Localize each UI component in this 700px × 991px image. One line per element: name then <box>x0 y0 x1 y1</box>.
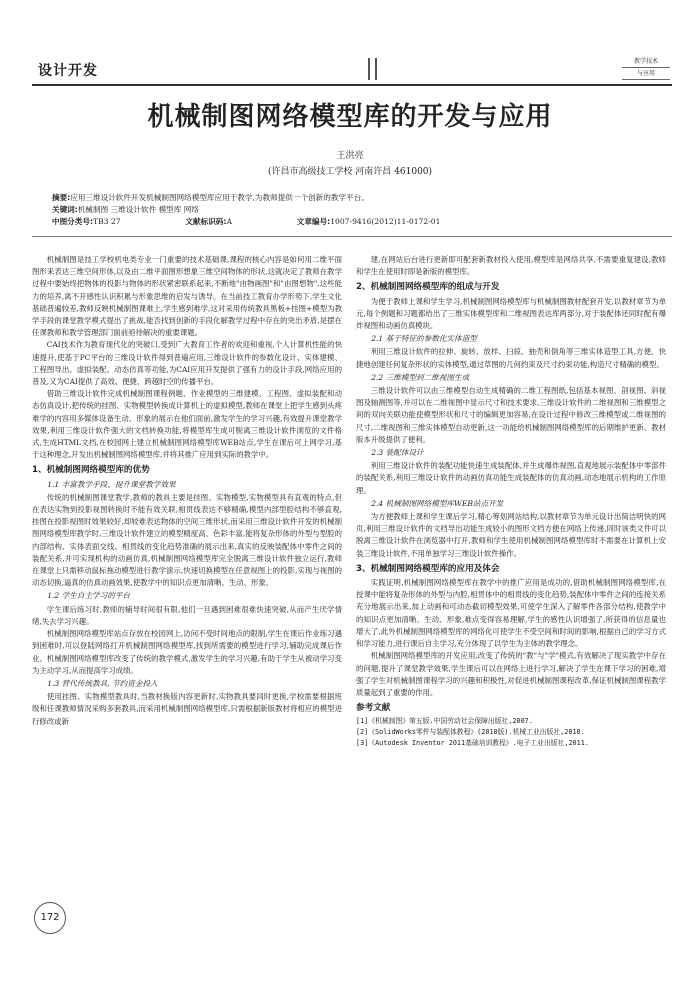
subsection-heading: 1.1 丰富教学手段、提升课堂教学效果 <box>47 479 176 489</box>
article-affiliation: (许昌市高级技工学校 河南许昌 461000) <box>267 167 433 177</box>
paragraph: 利用三维设计软件的装配功能快速生成装配体,并生成爆炸视图,直观地展示装配体中零部件的装配关系,利用三维设计软件的动画仿真功能生成装配体的仿真动画,动态地展示机构的工作原理。 <box>356 461 666 495</box>
doc-code-value: A <box>226 217 232 226</box>
clc-label: 中图分类号: <box>52 217 94 226</box>
abstract-label: 摘要: <box>52 193 71 202</box>
section-heading: 3、机械制图网络模型库的应用及体会 <box>356 563 500 574</box>
clc-value: TB3 27 <box>93 217 121 226</box>
paragraph: 为便于教师上课和学生学习,机械制图网络模型库与机械制图教材配套开发,以教材章节为单元,每个例题和习题都给出了三维实体模型库和二维视图表达库两部分,对于装配体还同时配有爆炸视图和动画仿真模块。 <box>356 296 666 331</box>
article-title: 机械制图网络模型库的开发与应用 <box>147 102 553 132</box>
article-author: 王洪亮 <box>336 151 364 161</box>
keywords-label: 关键词: <box>52 205 78 214</box>
paragraph: 传统的机械制图课堂教学,教师的教具主要是挂图、实物模型,实物模型具有直观的特点,但在表达实物到投影视图转换时不能有效关联,相贯线表达不够精确,模型内部型腔结构不够直观,挂图在投影视图时效果较好,却较难表达物体的空间三维形状,而采用三维设计软件开发的机械制图网络模型库教学时,三维设计软件建立的模型精度高、色彩丰富,能将复杂形体的外型与型腔的内部结构、实体表面交线、相贯线的变化趋势准确的展示出来,真实的反映装配体中零件之间的装配关系,并可实现机构的动画仿真,机械制图网络模型库完全脱离三维设计软件独立运行,教师在课堂上只需移动鼠标拖动模型进行教学演示,快速切换模型在任意视图上的投影,实现与视图的动态切换,逼真的仿真动画效果,使教学中的知识点更加清晰、生动、形象。 <box>32 492 342 588</box>
header-divider-bars <box>368 58 382 84</box>
article-no-label: 文章编号: <box>296 217 331 226</box>
page-number: 172 <box>34 902 66 934</box>
badge-line-2: 与应用 <box>622 68 670 80</box>
keywords <box>52 204 652 216</box>
meta-divider <box>32 236 672 237</box>
keywords-text: 机械制图 三维设计软件 模型库 网络 <box>77 205 199 214</box>
paragraph: 使用挂图、实物模型教具时,当教材换版内容更新时,实物教具要同时更换,学校需要根据班级和任课教师情况采购多套教具,而采用机械制图网络模型库,只需根据新版教材将相应的模型进行修改或新 <box>32 692 342 726</box>
subsection-heading: 2.4 机械制图网络模型库WEB站点开发 <box>371 498 504 508</box>
paragraph: 实践证明,机械制图网络模型库在教学中的推广应用是成功的,借助机械制图网络模型库,在授课中能将复杂形体的外型与内腔,相贯体中的相贯线的变化趋势,装配体中零件之间的连接关系充分地展示出来,加上动画和可动态截切模型效果,可使学生深入了解零件各部分结构,使教学中的知识点更加清晰、生动、形象,难点变得容易理解,学生的感性认识增强了,所获得的信息量也增大了,此外机械制图网络模型库的网络化可使学生不受空间和时间的影响,根据自己的学习方式和学习能力,进行课后自主学习,充分体现了以学生为主体的教学理念。 <box>356 578 666 649</box>
badge-line-1: 教学技术 <box>622 56 670 68</box>
right-column <box>356 254 666 749</box>
subsection-heading: 2.2 三维模型到二维视图生成 <box>371 372 470 382</box>
abstract <box>52 192 652 204</box>
column-badge <box>622 56 670 82</box>
paragraph: 为方便教师上课和学生课后学习,精心筹划网站结构,以教材章节为单元设计出简洁明快的网页,利用三维设计软件的文档导出功能生成较小的图形文档方便在网络上传递,同时该类文件可以脱离三维设计软件在浏览器中打开,教师和学生使用机械制图网络模型库时不需要在计算机上安装三维设计软件,不用单独学习三维设计软件操作。 <box>356 512 666 558</box>
paragraph: 利用三维设计软件的拉伸、旋转、放样、扫掠、抽壳和倒角等三维实体造型工具,方便、快捷地创建任何复杂形状的实体模型,通过草图的几何约束及尺寸约束功能,构造尺寸精确的模型。 <box>356 347 666 369</box>
paragraph: CAI技术作为教育现代化的突破口,受到广大教育工作者的欢迎和重视,个人计算机性能的快速提升,使基于PC平台的三维设计软件得到普遍应用,三维设计软件的参数化设计、实体建模、工程图导出、虚拟装配、动态仿真等功能,为CAI应用开发提供了强有力的设计手段,网络应用的普及,又为CAI提供了高效、便捷、跨越时空的传播平台。 <box>32 340 342 387</box>
classification-line <box>52 216 652 228</box>
subsection-heading: 1.2 学生自主学习的平台 <box>47 591 131 601</box>
paragraph: 借助三维设计软件完成机械制图课程例题、作业模型的三维建模、工程图、虚拟装配和动态仿真设计,把传统的挂图、实物模型转换成计算机上的虚拟模型,教师在课堂上把学生感到头疼难学的内容用多媒体设备生动、形象的展示在他们面前,激发学生的学习兴趣,有效提升课堂教学效果,利用三维设计软件强大的文档转换功能,将模型库生成可脱离三维设计软件浏览的文件格式,生成HTML文档,在校园网上建立机械制图网络模型库WEB站点,学生在课后可上网学习,基于这种理念,开发出机械制图网络模型库,并将其推广应用到实际的教学中。 <box>32 389 342 460</box>
paragraph: 学生课后练习时,教师的辅导时间很有限,他们一旦遇到困难很难快速突破,从而产生厌学情绪,失去学习兴趣。 <box>32 604 342 626</box>
header-rule <box>32 84 672 86</box>
section-tag: 设计开发 <box>38 63 98 79</box>
section-heading: 1、机械制图网络模型库的优势 <box>32 465 150 476</box>
section-heading: 2、机械制图网络模型库的组成与开发 <box>356 282 500 293</box>
paragraph: 三维设计软件可以由三维模型自动生成精确的二维工程图纸,包括基本视图、剖视图、斜视图及轴测图等,并可以在二维视图中显示尺寸和技术要求,三维设计软件的二维视图和三维模型之间的双向关联功能使模型形状和尺寸的编辑更加容易,在设计过程中修改三维模型或二维视图的尺寸,二维视图和三维实体模型自动更新,这一功能给机械制图网络模型库的后期维护更新、教材版本升级提供了便利。 <box>356 386 666 444</box>
doc-code-label: 文献标识码: <box>185 217 227 226</box>
subsection-heading: 2.3 装配体设计 <box>371 448 424 458</box>
reference-item: [1]《机械制图》第五版.中国劳动社会保障出版社,2007. <box>356 717 533 726</box>
references-heading: 参考文献 <box>356 703 391 714</box>
subsection-heading: 2.1 基于特征的参数化实体造型 <box>371 334 477 344</box>
paragraph: 机械制图网络模型库的开发应用,改变了传统的"教"与"学"模式,有效解决了现实教学中存在的问题,提升了课堂教学效果,学生课后可以在网络上进行学习,解决了学生在课下学习的困难,增强了学生对机械制图课程学习的兴趣和积极性,对促进机械制图课程改革,保证机械制图课程教学质量起到了重要的作用。 <box>356 651 666 697</box>
page-header <box>32 56 672 84</box>
paragraph: 建,在网站后台进行更新即可配套新教材投入使用,模型库是网络共享,不需要重复建设,教师和学生在使用时即是新版的模型库。 <box>356 255 666 277</box>
reference-item: [3]《Autodesk Inventor 2011基础培训教程》.电子工业出版社,2011. <box>356 739 589 748</box>
article-no-value: 1007-9416(2012)11-0172-01 <box>330 217 441 226</box>
abstract-text: 应用三维设计软件开发机械制图网络模型库应用于教学,为教师提供一个创新的教学平台。 <box>70 193 369 202</box>
left-column <box>32 254 342 728</box>
paragraph: 机械制图网络模型库站点存放在校园网上,访问不受时间地点的限制,学生在课后作业练习遇到困难时,可以登陆网络打开机械制图网络模型库,找到所需要的模型进行学习,辅助完成课后作业。机械制图网络模型库改变了传统的教学模式,激发学生的学习兴趣,有助于学生从被动学习变为主动学习,从而提高学习成绩。 <box>32 629 342 675</box>
reference-item: [2]《SolidWorks零件与装配体教程》(2010版).机械工业出版社,2010. <box>356 728 585 737</box>
subsection-heading: 1.3 替代传统教具, 节约资金投入 <box>47 678 158 688</box>
paragraph: 机械制图是技工学校机电类专业一门重要的技术基础课,课程的核心内容是如何用二维平面图形来表达三维空间形体,以及由二维平面图形想象三维空间物体的形状,这就决定了教师在教学过程中要始终把物体的投影与物体的形状紧密联系起来,不断地"由物画图"和"由图想物",这些能力的培养,离不开感性认识积累与形象思维的启发与诱导。在当前技工教育办学形势下,学生文化基础普遍较差,教师反映机械制图课难上,学生感到难学,这对采用传统教具黑板+挂图+模型为教学手段的课堂教学模式提出了挑战,能否找到创新的手段化解教学过程中存在的突出矛盾,是摆在任课教师和教学管理部门面前亟待解决的重要课题。 <box>32 255 342 338</box>
